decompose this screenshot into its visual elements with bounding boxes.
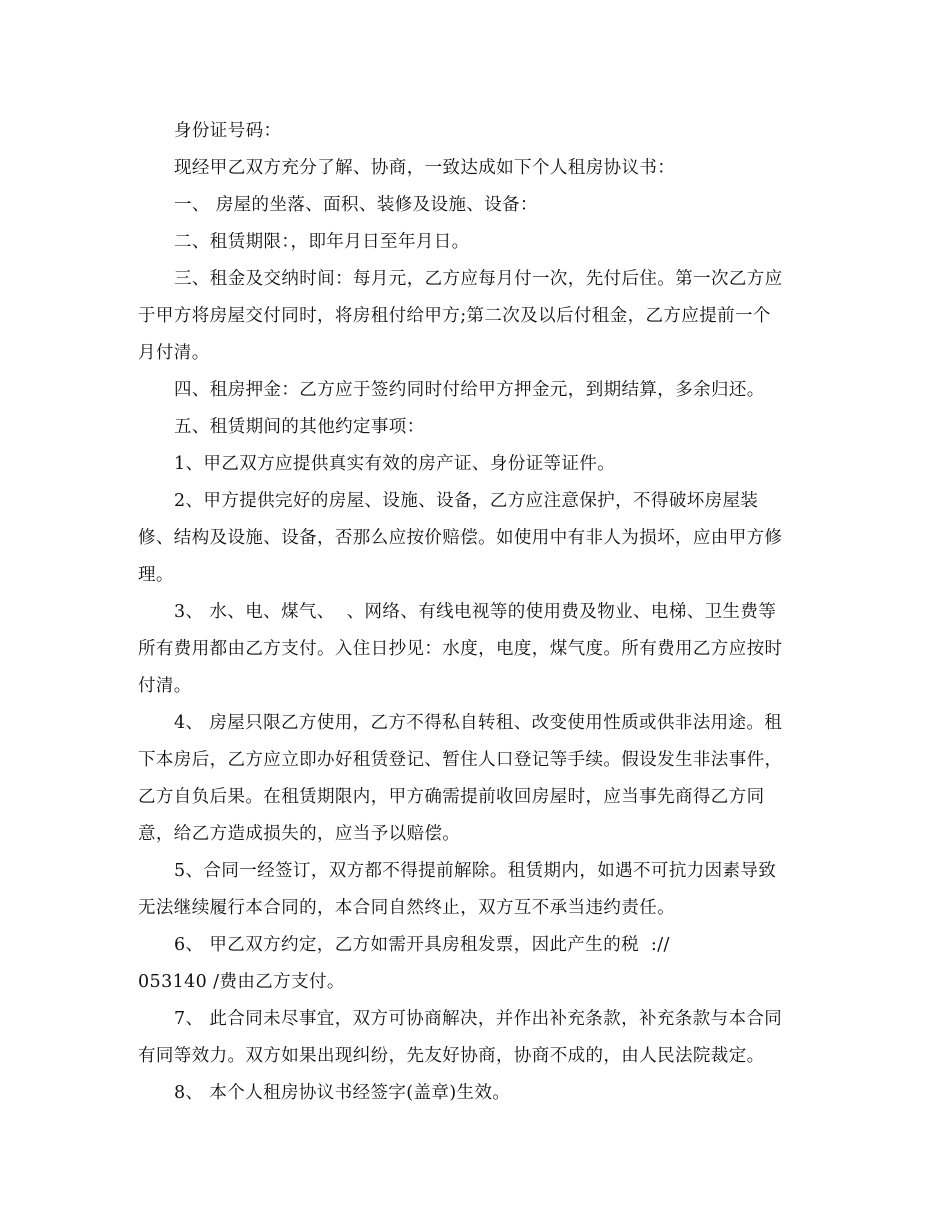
text-line: 三、租金及交纳时间：每月元，乙方应每月付一次，先付后住。第一次乙方应 (174, 269, 783, 289)
text-line: 2、甲方提供完好的房屋、设施、设备，乙方应注意保护，不得破坏房屋装 (174, 491, 759, 511)
intro-paragraph (138, 150, 818, 187)
text-line: 五、租赁期间的其他约定事项： (174, 417, 425, 437)
text-line: 8、 本个人租房协议书经签字(盖章)生效。 (174, 1083, 511, 1103)
text-line: 四、租房押金：乙方应于签约同时付给甲方押金元，到期结算，多余归还。 (174, 380, 765, 400)
item-1-paragraph (138, 446, 818, 483)
clause-3-paragraph (138, 261, 818, 372)
text-line: 7、 此合同未尽事宜，双方可协商解决，并作出补充条款，补充条款与本合同 (174, 1009, 783, 1029)
text-line: 付清。 (138, 676, 192, 696)
text-line: 所有费用都由乙方支付。入住日抄见：水度，电度，煤气度。所有费用乙方应按时 (138, 639, 783, 659)
item-2-paragraph (138, 483, 818, 594)
text-line: 3、 水、电、煤气、 、网络、有线电视等的使用费及物业、电梯、卫生费等 (174, 602, 777, 622)
text-line: 理。 (138, 565, 174, 585)
clause-5-paragraph (138, 409, 818, 446)
item-3-paragraph (138, 594, 818, 705)
text-line: 053140 /费由乙方支付。 (138, 972, 345, 992)
text-line: 下本房后，乙方应立即办好租赁登记、暂住人口登记等手续。假设发生非法事件， (138, 750, 783, 770)
text-line: 于甲方将房屋交付同时，将房租付给甲方;第二次及以后付租金，乙方应提前一个 (138, 306, 771, 326)
text-line: 6、 甲乙双方约定，乙方如需开具房租发票，因此产生的税 :// (174, 935, 670, 955)
text-line: 修、结构及设施、设备，否那么应按价赔偿。如使用中有非人为损坏，应由甲方修 (138, 528, 783, 548)
text-line: 月付清。 (138, 343, 210, 363)
text-line: 4、 房屋只限乙方使用，乙方不得私自转租、改变使用性质或供非法用途。租 (174, 713, 783, 733)
text-line: 一、 房屋的坐落、面积、装修及设施、设备： (174, 195, 538, 215)
text-line: 无法继续履行本合同的，本合同自然终止，双方互不承当违约责任。 (138, 898, 675, 918)
clause-1-paragraph (138, 187, 818, 224)
text-line: 身份证号码： (174, 121, 282, 141)
agreement-body (138, 113, 818, 1112)
text-line: 二、租赁期限：，即年月日至年月日。 (174, 232, 470, 252)
clause-2-paragraph (138, 224, 818, 261)
clause-4-paragraph (138, 372, 818, 409)
text-line: 有同等效力。双方如果出现纠纷，先友好协商，协商不成的，由人民法院裁定。 (138, 1046, 765, 1066)
text-line: 1、甲乙双方应提供真实有效的房产证、身份证等证件。 (174, 454, 616, 474)
item-8-paragraph (138, 1075, 818, 1112)
id-number-paragraph (138, 113, 818, 150)
item-7-paragraph (138, 1001, 818, 1075)
text-line: 现经甲乙双方充分了解、协商，一致达成如下个人租房协议书： (174, 158, 676, 178)
item-6-paragraph (138, 927, 818, 1001)
item-4-paragraph (138, 705, 818, 853)
text-line: 5、合同一经签订，双方都不得提前解除。租赁期内，如遇不可抗力因素导致 (174, 861, 777, 881)
text-line: 意，给乙方造成损失的，应当予以赔偿。 (138, 824, 461, 844)
text-line: 乙方自负后果。在租赁期限内，甲方确需提前收回房屋时，应当事先商得乙方同 (138, 787, 765, 807)
item-5-paragraph (138, 853, 818, 927)
